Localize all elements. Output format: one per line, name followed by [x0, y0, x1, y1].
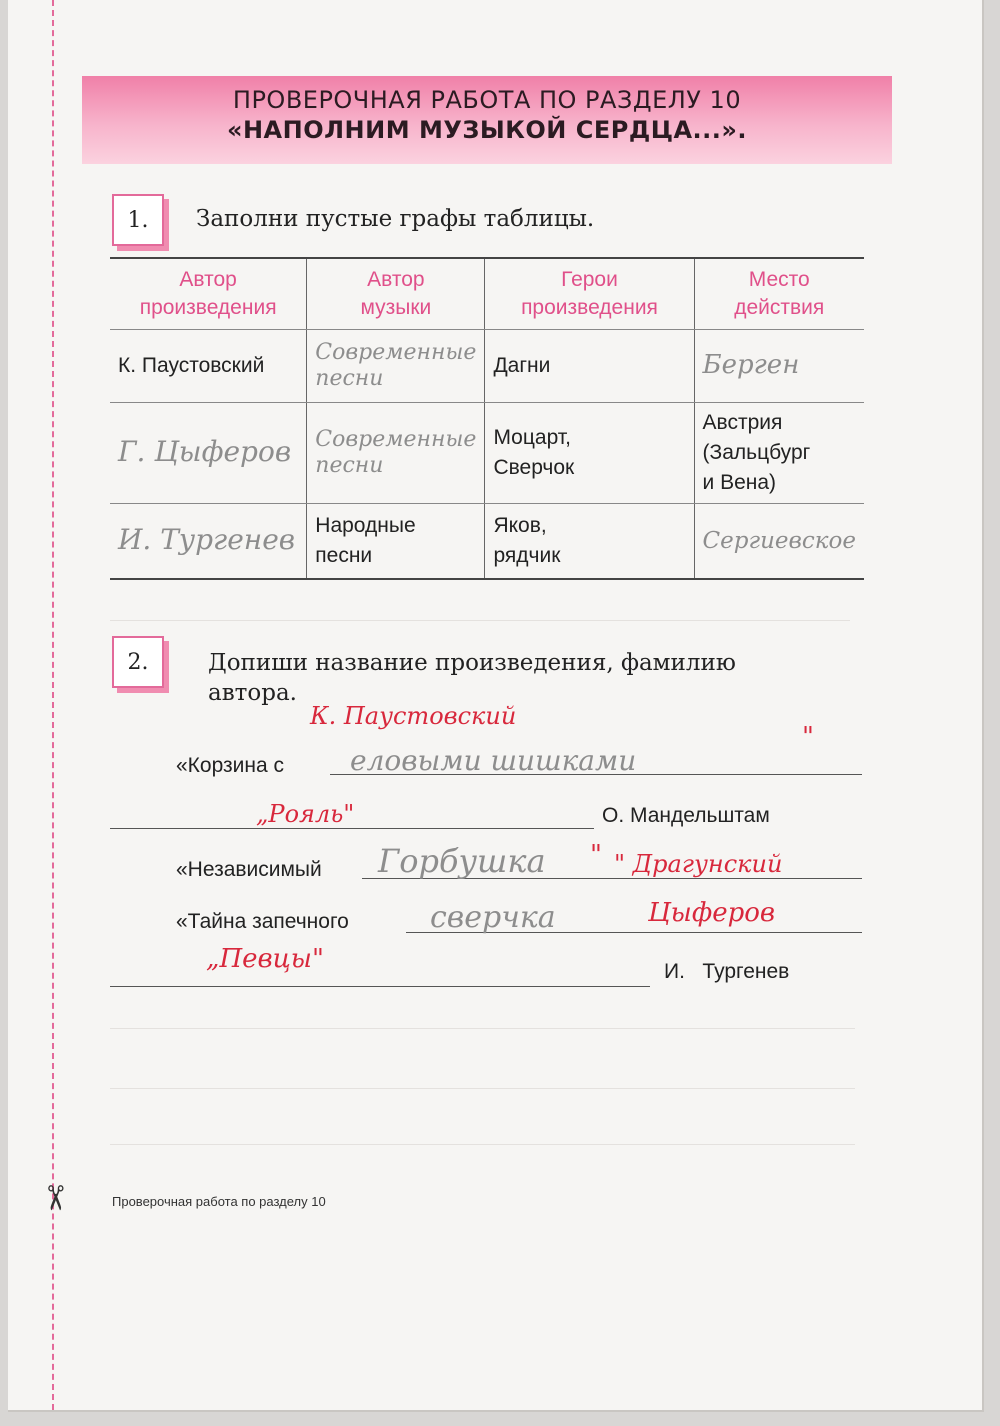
task-number-box: 2. [112, 636, 164, 688]
answer-line [110, 986, 650, 987]
answer-line [110, 828, 594, 829]
task-instruction: автора. [208, 680, 297, 706]
column-header: Место действия [694, 258, 864, 330]
cell-place: Австрия (Зальцбург и Вена) [694, 403, 864, 504]
handwritten-answer: еловыми шишками [350, 744, 637, 777]
printed-author: И. Тургенев [664, 960, 790, 983]
handwritten-title: „Певцы" [206, 944, 324, 974]
prompt-text: «Тайна запечного [176, 910, 349, 933]
ghost-line [110, 1088, 855, 1089]
section-banner [82, 76, 892, 164]
cell-heroes: Дагни [485, 330, 694, 403]
task-instruction: Допиши название произведения, фамилию [208, 650, 736, 676]
cell-place-handwritten: Берген [694, 330, 864, 403]
table-row [110, 330, 864, 403]
handwritten-quote: " [802, 722, 814, 752]
column-header: Автор произведения [110, 258, 307, 330]
cell-author: К. Паустовский [110, 330, 307, 403]
handwritten-quote: " [590, 840, 602, 870]
prompt-text: «Независимый [176, 858, 322, 881]
column-header: Автор музыки [307, 258, 485, 330]
scissors-icon: ✂ [34, 1183, 75, 1213]
cell-author-handwritten: И. Тургенев [110, 504, 307, 580]
printed-author: О. Мандельштам [602, 804, 770, 827]
cell-place-handwritten: Сергиевское [694, 504, 864, 580]
handwritten-answer: сверчка [430, 900, 556, 935]
page-footer: Проверочная работа по разделу 10 [112, 1194, 326, 1209]
ghost-line [110, 620, 850, 621]
cell-heroes: Моцарт, Сверчок [485, 403, 694, 504]
handwritten-author: К. Паустовский [310, 702, 517, 730]
cell-music: Народные песни [307, 504, 485, 580]
banner-subtitle: «НАПОЛНИМ МУЗЫКОЙ СЕРДЦА...». [226, 116, 748, 144]
task-instruction: Заполни пустые графы таблицы. [196, 206, 595, 232]
handwritten-title: „Рояль" [256, 800, 355, 828]
cell-music-handwritten: Современные песни [307, 403, 485, 504]
ghost-line [110, 1144, 855, 1145]
table-row [110, 504, 864, 580]
column-header: Герои произведения [485, 258, 694, 330]
task-table [110, 257, 864, 580]
cell-author-handwritten: Г. Цыферов [110, 403, 307, 504]
task-number-box: 1. [112, 194, 164, 246]
handwritten-answer: Горбушка [378, 842, 546, 880]
cell-music-handwritten: Современные песни [307, 330, 485, 403]
prompt-text: «Корзина с [176, 754, 285, 777]
ghost-line [110, 1028, 855, 1029]
table-row [110, 403, 864, 504]
handwritten-author: " Драгунский [614, 850, 783, 878]
banner-title: ПРОВЕРОЧНАЯ РАБОТА ПО РАЗДЕЛУ 10 [232, 86, 742, 114]
cell-heroes: Яков, рядчик [485, 504, 694, 580]
handwritten-author: Цыферов [648, 898, 776, 928]
